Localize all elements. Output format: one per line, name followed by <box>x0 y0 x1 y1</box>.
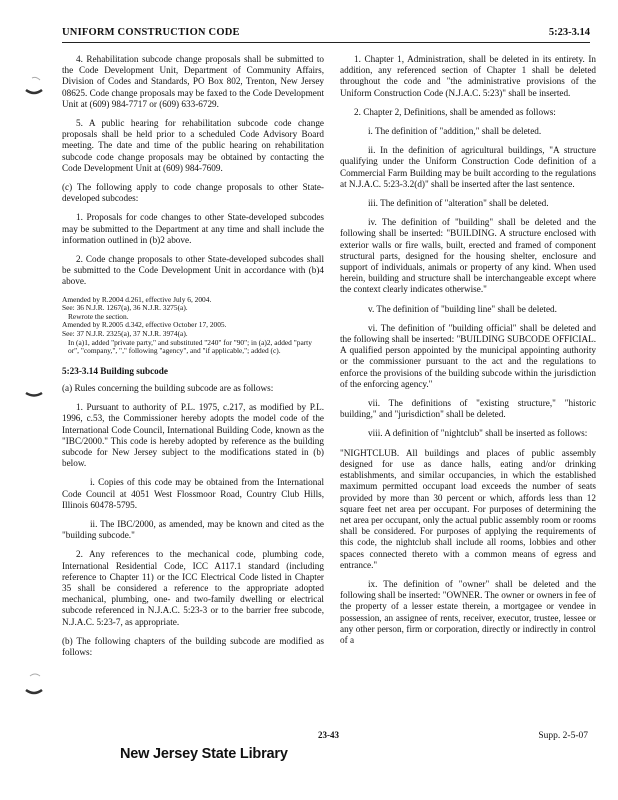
paragraph: 4. Rehabilitation subcode change proposals shall be submitted to the Code Development Unit, Department of Community Affairs, Division of Codes and Standards, PO Box 802, Trenton, New Jersey 08625. Code change proposals may be faxed to the Code Development Unit at (609) 984-7717 or (609) 633-6729. <box>62 54 324 109</box>
paragraph: i. The definition of "addition," shall be deleted. <box>368 126 542 137</box>
running-header-title: UNIFORM CONSTRUCTION CODE <box>62 27 240 38</box>
history-note: Rewrote the section. <box>68 311 129 321</box>
paragraph: 1. Pursuant to authority of P.L. 1975, c.217, as modified by P.L. 1996, c.53, the Commissioner hereby adopts the model code of the International Code Council, International Building Code, known as the "IBC/2000." This code is hereby adopted by reference as the building subcode for New Jersey subject to the modifications stated in (b) below. <box>62 402 324 469</box>
paragraph: (c) The following apply to code change proposals to other State-developed subcodes: <box>62 182 324 204</box>
supplement-date: Supp. 2-5-07 <box>538 731 588 741</box>
library-watermark: New Jersey State Library <box>120 746 288 762</box>
history-notes <box>62 296 324 356</box>
paragraph: ix. The definition of "owner" shall be deleted and the following shall be inserted: "OWNER. The owner or owners in fee of the property of a lesser estate therein, a mortgagee or vendee in possession, an assignee of rents, receiver, executor, trustee, lessee or any other person, firm or corporation, directly or indirectly in control of a <box>340 578 596 645</box>
binder-hole-mark-icon <box>22 668 44 698</box>
history-note: In (a)1, added "private party," and substituted "240" for "90"; in (a)2, added "party or", "company,", "," following "agency", and "if applicable,"; added (c). <box>68 337 312 356</box>
section-heading: 5:23-3.14 Building subcode <box>62 365 168 376</box>
paragraph: viii. A definition of "nightclub" shall be inserted as follows: <box>368 428 588 439</box>
paragraph: v. The definition of "building line" shall be deleted. <box>368 303 557 314</box>
history-note: See: 36 N.J.R. 1267(a), 36 N.J.R. 3275(a). <box>62 303 188 313</box>
paragraph: iv. The definition of "building" shall be deleted and the following shall be inserted: "BUILDING. A structure enclosed with exterior walls or fire walls, built, erected and framed of component structural parts, designed for the housing shelter, enclosure and support of individuals, animals or property of any kind. When used herein, building and structure shall be interchangeable except where the context clearly indicates otherwise." <box>340 217 596 295</box>
history-note: See: 37 N.J.R. 2325(a), 37 N.J.R. 3974(a). <box>62 329 188 339</box>
paragraph: 5. A public hearing for rehabilitation subcode code change proposals shall be held prior to a scheduled Code Advisory Board meeting. The date and time of the public hearing on rehabilitation subcode code change proposals may be obtained by contacting the Code Development Unit at (609) 984-7609. <box>62 118 324 173</box>
paragraph: 2. Chapter 2, Definitions, shall be amended as follows: <box>354 106 556 117</box>
right-column <box>340 54 596 654</box>
history-note: Amended by R.2004 d.261, effective July 6, 2004. <box>62 294 212 304</box>
paragraph: ii. In the definition of agricultural buildings, "A structure qualifying under the Uniform Construction Code definition of a Commercial Farm Building may be built according to the regulations at N.J.A.C. 5:23-3.2(d)" shall be inserted after the last sentence. <box>340 145 596 189</box>
left-column <box>62 54 324 666</box>
header-rule <box>62 42 590 43</box>
page-number: 23-43 <box>318 730 339 740</box>
paragraph: vii. The definitions of "existing structure," "historic building," and "jurisdiction" shall be deleted. <box>340 398 596 420</box>
history-note: Amended by R.2005 d.342, effective October 17, 2005. <box>62 320 227 330</box>
paragraph: 2. Code change proposals to other State-developed subcodes shall be submitted to the Code Development Unit in accordance with (b)4 above. <box>62 254 324 287</box>
paragraph: iii. The definition of "alteration" shall be deleted. <box>368 198 549 209</box>
running-header-section: 5:23-3.14 <box>548 27 590 38</box>
paragraph: i. Copies of this code may be obtained from the International Code Council at 4051 West Flossmoor Road, Country Club Hills, Illinois 60478-5795. <box>62 477 324 510</box>
paragraph: (a) Rules concerning the building subcode are as follows: <box>62 383 274 394</box>
paragraph: 1. Chapter 1, Administration, shall be deleted in its entirety. In addition, any referenced section of Chapter 1 shall be deleted throughout the code and "the administrative provisions of the Uniform Construction Code (N.J.A.C. 5:23)" shall be inserted. <box>340 54 596 98</box>
paragraph: 2. Any references to the mechanical code, plumbing code, International Residential Code, ICC A117.1 standard (including reference to Chapter 11) or the ICC Electrical Code listed in Chapter 35 shall be considered a reference to the appropriate adopted mechanical, plumbing, one- and two-family dwelling or electrical subcode referenced in N.J.A.C. 5:23-3 or to the barrier free subcode, N.J.A.C. 5:23-7, as appropriate. <box>62 549 324 627</box>
paragraph: vi. The definition of "building official" shall be deleted and the following shall be inserted: "BUILDING SUBCODE OFFICIAL. A qualified person appointed by the municipal appointing authority or the commissioner pursuant to the act and the regulations to enforce the provisions of the building subcode within the jurisdiction of the enforcing agency." <box>340 322 596 389</box>
paragraph: ii. The IBC/2000, as amended, may be known and cited as the "building subcode." <box>62 519 324 541</box>
paragraph: 1. Proposals for code changes to other State-developed subcodes may be submitted to the Department at any time and shall include the information outlined in (b)2 above. <box>62 212 324 245</box>
paragraph: "NIGHTCLUB. All buildings and places of public assembly designed for use as dance halls, eating and/or drinking establishments, and similar occupancies, in which the established maximum permitted occupant load exceeds the number of seats provided by more than 30 percent or which, affords less than 12 square feet net area per occupant. For purposes of determining the net area per occupant, only the actual public assembly room or rooms shall be considered. For purposes of applying the requirements of this code, the nightclub shall include all rooms, lobbies and other spaces connected thereto with a common means of egress and entrance." <box>340 447 596 570</box>
binder-hole-mark-icon <box>22 385 44 399</box>
paragraph: (b) The following chapters of the building subcode are modified as follows: <box>62 635 324 658</box>
binder-hole-mark-icon <box>22 70 44 98</box>
